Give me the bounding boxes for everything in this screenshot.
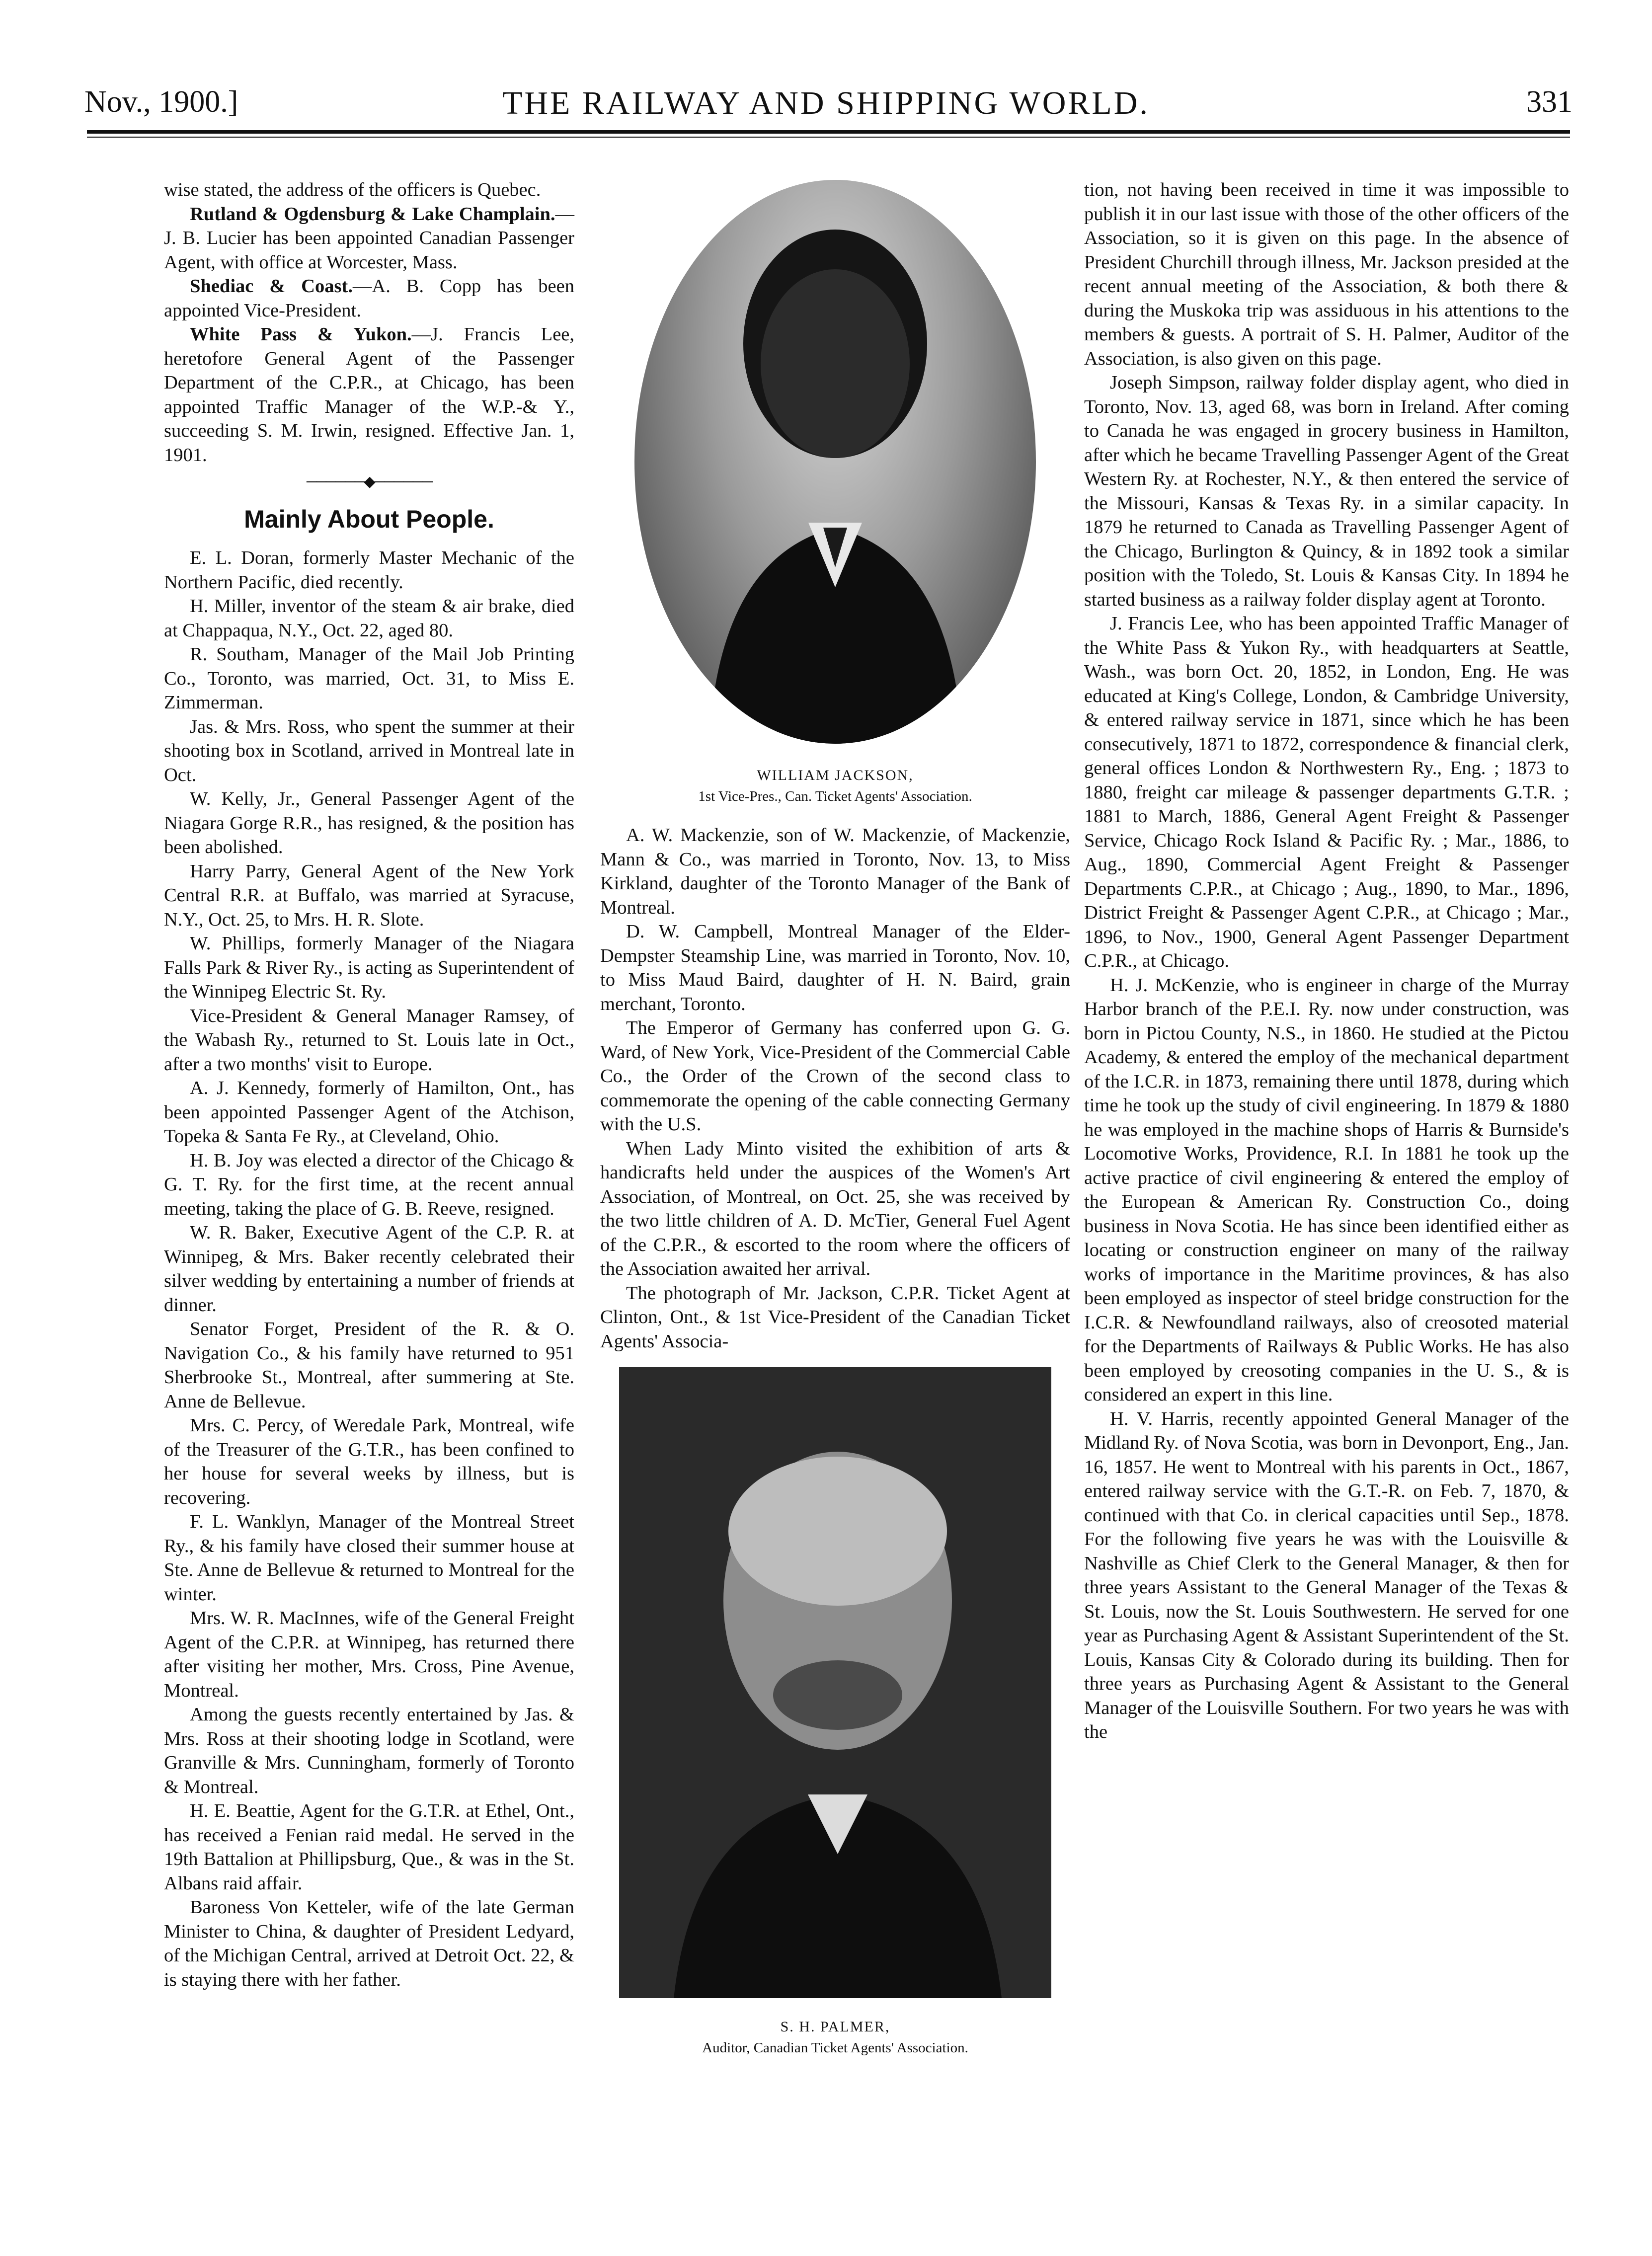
column-middle	[600, 178, 1070, 2058]
paragraph: Senator Forget, President of the R. & O. Navigation Co., & his family have returned to 951 Sherbrooke St., Montreal, after summering at Ste. Anne de Bellevue.	[164, 1319, 574, 1412]
item-heading: Shediac & Coast.	[190, 276, 353, 297]
column-left	[164, 178, 574, 1992]
page-number: 331	[1526, 85, 1573, 119]
paragraph: Vice-President & General Manager Ramsey, of the Wabash Ry., returned to St. Louis late in Oct., after a two months' visit to Europe.	[164, 1005, 574, 1075]
paragraph	[164, 322, 574, 467]
paragraph: Joseph Simpson, railway folder display agent, who died in Toronto, Nov. 13, aged 68, was born in Ireland. After coming to Canada he was engaged in grocery business in Hamilton, after which he became Travelling Passenger Agent of the Great Western Ry. at Rochester, N.Y., & then entered the service of the Missouri, Kansas & Texas Ry. in a similar capacity. In 1879 he returned to Canada as Travelling Passenger Agent of the Chicago, Burlington & Quincy, & in 1892 took a similar position with the Toledo, St. Louis & Kansas City. In 1894 he started business as a railway folder display agent at Toronto.	[1084, 372, 1569, 610]
paragraph: H. E. Beattie, Agent for the G.T.R. at Ethel, Ont., has received a Fenian raid medal. He served in the 19th Battalion at Phillipsburg, Que., & was in the St. Albans raid affair.	[164, 1800, 574, 1894]
section-title: Mainly About People.	[244, 505, 494, 533]
paragraph: Jas. & Mrs. Ross, who spent the summer at their shooting box in Scotland, arrived in Montreal late in Oct.	[164, 716, 574, 785]
paragraph	[164, 202, 574, 275]
paragraph: D. W. Campbell, Montreal Manager of the Elder-Dempster Steamship Line, was married in Toronto, Nov. 10, to Miss Maud Baird, daughter of H. N. Baird, grain merchant, Toronto.	[600, 921, 1070, 1014]
portrait-photo	[619, 1367, 1051, 1998]
separator-ornament: ──────◆──────	[306, 473, 432, 490]
journal-title: THE RAILWAY AND SHIPPING WORLD.	[502, 85, 1150, 121]
paragraph: tion, not having been received in time it was impossible to publish it in our last issue with those of the other officers of the Association, so it is given on this page. In the absence of President Churchill through illness, Mr. Jackson presided at the recent annual meeting of the Association, & both there & during the Muskoka trip was assiduous in his attentions to the members & guests. A portrait of S. H. Palmer, Auditor of the Association, is also given on this page.	[1084, 179, 1569, 369]
portrait-photo	[634, 180, 1036, 744]
paragraph: F. L. Wanklyn, Manager of the Montreal Street Ry., & his family have closed their summer house at Ste. Anne de Bellevue & returned to Montreal for the winter.	[164, 1511, 574, 1605]
paragraph: H. J. McKenzie, who is engineer in charge of the Murray Harbor branch of the P.E.I. Ry. now under construction, was born in Pictou County, N.S., in 1860. He studied at the Pictou Academy, & entered the employ of the mechanical department of the I.C.R. in 1873, remaining there until 1878, during which time he took up the study of civil engineering. In 1879 & 1880 he was employed in the machine shops of Harris & Burnside's Locomotive Works, Providence, R.I. In 1881 he took up the active practice of civil engineering & entered the employ of the European & American Ry. Construction Co., doing business in Nova Scotia. He has since been identified either as locating or construction engineer on many of the railway works of importance in the Maritime provinces, & has also been employed as inspector of steel bridge construction for the I.C.R. & Newfoundland railways, also of creosoted material for the Departments of Railways & Public Works. He has also been employed by creosoting companies in the U. S., & is considered an expert in this line.	[1084, 974, 1569, 1405]
paragraph: Mrs. C. Percy, of Weredale Park, Montreal, wife of the Treasurer of the G.T.R., has been confined to her house for several weeks by illness, but is recovering.	[164, 1415, 574, 1508]
item-body: —A. B. Copp has been appointed Vice-President.	[164, 276, 574, 321]
paragraph: W. Phillips, formerly Manager of the Niagara Falls Park & River Ry., is acting as Superintendent of the Winnipeg Electric St. Ry.	[164, 933, 574, 1002]
portrait-caption: S. H. PALMER,	[780, 2019, 890, 2035]
column-right	[1084, 178, 1569, 1744]
paragraph: E. L. Doran, formerly Master Mechanic of the Northern Pacific, died recently.	[164, 547, 574, 593]
issue-date: Nov., 1900.]	[84, 85, 238, 119]
paragraph: The Emperor of Germany has conferred upon G. G. Ward, of New York, Vice-President of the Commercial Cable Co., the Order of the Crown of the second class to commemorate the opening of the cable connecting Germany with the U.S.	[600, 1017, 1070, 1135]
portrait-figure	[619, 1367, 1051, 1998]
paragraph: W. R. Baker, Executive Agent of the C.P. R. at Winnipeg, & Mrs. Baker recently celebrated their silver wedding by entertaining a number of friends at dinner.	[164, 1222, 574, 1316]
paragraph: wise stated, the address of the officers is Quebec.	[164, 179, 541, 200]
item-heading: White Pass & Yukon.	[190, 324, 412, 345]
paragraph: Baroness Von Ketteler, wife of the late German Minister to China, & daughter of President Ledyard, of the Michigan Central, arrived at Detroit Oct. 22, & is staying there with her father.	[164, 1897, 574, 1990]
portrait-jackson	[600, 180, 1070, 806]
portrait-figure	[634, 180, 1036, 744]
portrait-palmer	[600, 1367, 1070, 2058]
paragraph: H. V. Harris, recently appointed General Manager of the Midland Ry. of Nova Scotia, was born in Devonport, Eng., Jan. 16, 1857. He went to Montreal with his parents in Oct., 1867, entered railway service with the G.T.-R. on Feb. 7, 1870, & continued with that Co. in clerical capacities until Sep., 1878. For the following five years he was with the Louisville & Nashville as Chief Clerk to the General Manager, & then for three years Assistant to the General Manager of the Texas & St. Louis, now the St. Louis Southwestern. He served for one year as Purchasing Agent & Assistant Superintendent of the St. Louis, Kansas City & Colorado during its building. Then for three years as Purchasing Agent & Assistant to the General Manager of the Louisville Southern. For two years he was with the	[1084, 1408, 1569, 1742]
paragraph: H. B. Joy was elected a director of the Chicago & G. T. Ry. for the first time, at the recent annual meeting, taking the place of G. B. Reeve, resigned.	[164, 1150, 574, 1219]
header-rule	[87, 130, 1570, 138]
page-header	[75, 84, 1577, 129]
portrait-subcaption: Auditor, Canadian Ticket Agents' Association.	[702, 2040, 968, 2056]
paragraph: The photograph of Mr. Jackson, C.P.R. Ticket Agent at Clinton, Ont., & 1st Vice-President of the Canadian Ticket Agents' Associa-	[600, 1282, 1070, 1352]
paragraph: A. J. Kennedy, formerly of Hamilton, Ont., has been appointed Passenger Agent of the Atchison, Topeka & Santa Fe Ry., at Cleveland, Ohio.	[164, 1078, 574, 1147]
paragraph: H. Miller, inventor of the steam & air brake, died at Chappaqua, N.Y., Oct. 22, aged 80.	[164, 596, 574, 641]
paragraph: Among the guests recently entertained by Jas. & Mrs. Ross at their shooting lodge in Scotland, were Granville & Mrs. Cunningham, formerly of Toronto & Montreal.	[164, 1704, 574, 1797]
paragraph: R. Southam, Manager of the Mail Job Printing Co., Toronto, was married, Oct. 31, to Miss E. Zimmerman.	[164, 644, 574, 713]
portrait-caption: WILLIAM JACKSON,	[757, 767, 914, 783]
paragraph: W. Kelly, Jr., General Passenger Agent of the Niagara Gorge R.R., has resigned, & the position has been abolished.	[164, 788, 574, 857]
paragraph: A. W. Mackenzie, son of W. Mackenzie, of Mackenzie, Mann & Co., was married in Toronto, Nov. 13, to Miss Kirkland, daughter of the Toronto Manager of the Bank of Montreal.	[600, 825, 1070, 918]
paragraph	[164, 274, 574, 322]
item-heading: Rutland & Ogdensburg & Lake Champlain.	[190, 203, 555, 225]
paragraph: Harry Parry, General Agent of the New York Central R.R. at Buffalo, was married at Syracuse, N.Y., Oct. 25, to Mrs. H. R. Slote.	[164, 860, 574, 930]
item-body: —J. Francis Lee, heretofore General Agent of the Passenger Department of the C.P.R., at Chicago, has been appointed Traffic Manager of the W.P.-& Y., succeeding S. M. Irwin, resigned. Effective Jan. 1, 1901.	[164, 324, 575, 466]
paragraph: J. Francis Lee, who has been appointed Traffic Manager of the White Pass & Yukon Ry., with headquarters at Seattle, Wash., was born Oct. 20, 1852, in London, Eng. He was educated at King's College, London, & Cambridge University, & entered railway service in 1871, since which he has been consecutively, 1871 to 1872, correspondence & financial clerk, general offices London & Northwestern Ry., Eng. ; 1873 to 1880, freight car mileage & passenger departments G.T.R. ; 1881 to March, 1886, General Agent Freight & Passenger Service, Chicago Rock Island & Pacific Ry. ; Mar., 1886, to Aug., 1890, Commercial Agent Freight & Passenger Departments C.P.R., at Chicago ; Aug., 1890, to Mar., 1896, District Freight & Passenger Agent C.P.R., at Chicago ; Mar., 1896, to Nov., 1900, General Agent Passenger Department C.P.R., at Chicago.	[1084, 613, 1569, 971]
portrait-subcaption: 1st Vice-Pres., Can. Ticket Agents' Association.	[698, 788, 972, 804]
item-body: —J. B. Lucier has been appointed Canadian Passenger Agent, with office at Worcester, Mass.	[164, 203, 574, 273]
paragraph: Mrs. W. R. MacInnes, wife of the General Freight Agent of the C.P.R. at Winnipeg, has returned there after visiting her mother, Mrs. Cross, Pine Avenue, Montreal.	[164, 1608, 574, 1701]
paragraph: When Lady Minto visited the exhibition of arts & handicrafts held under the auspices of the Women's Art Association, of Montreal, on Oct. 25, she was received by the two little children of A. D. McTier, General Fuel Agent of the C.P.R., & escorted to the room where the officers of the Association awaited her arrival.	[600, 1138, 1070, 1279]
